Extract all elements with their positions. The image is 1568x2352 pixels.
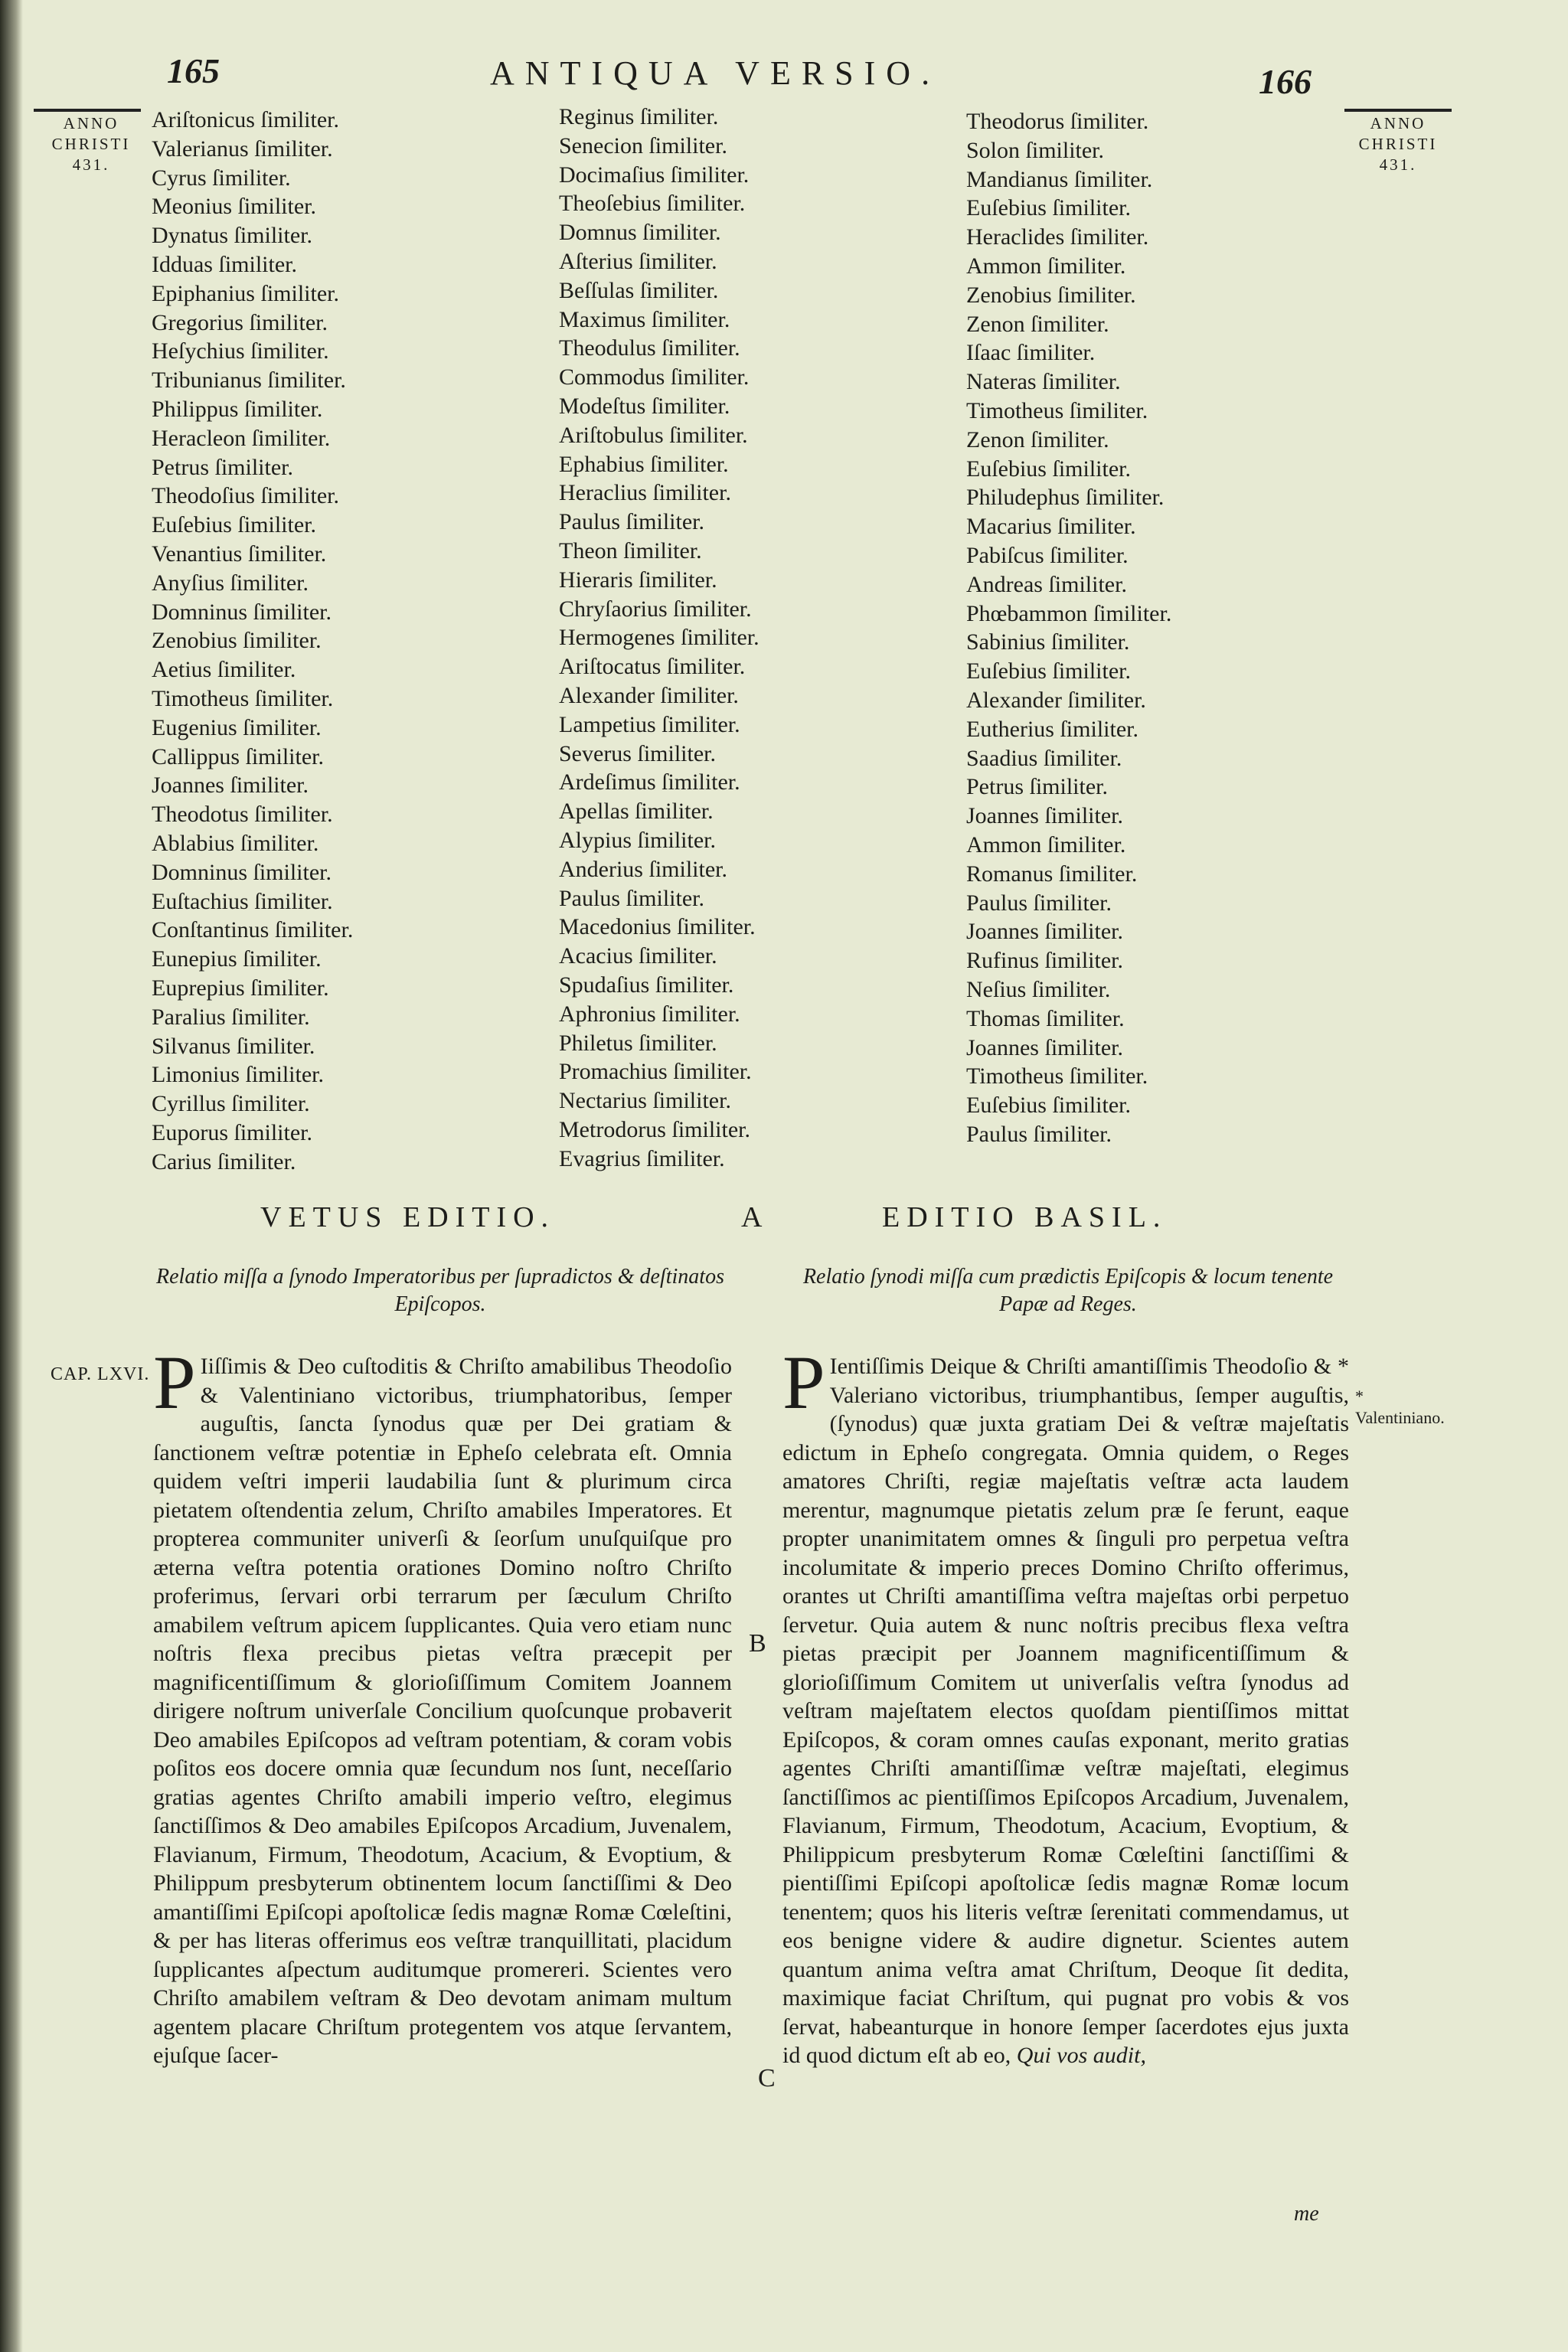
bishop-name-entry: Anderius ſimiliter. <box>559 856 727 882</box>
bishop-name-entry: Pabiſcus ſimiliter. <box>966 542 1129 568</box>
bishop-name-entry: Theodoſius ſimiliter. <box>152 483 339 509</box>
scripture-quote: Qui vos audit, <box>1016 2043 1146 2068</box>
bishop-name-entry: Euſebius ſimiliter. <box>152 512 316 538</box>
bishop-name-entry: Lampetius ſimiliter. <box>559 711 740 737</box>
bishop-name-entry: Philetus ſimiliter. <box>559 1030 717 1056</box>
bishop-name-entry: Petrus ſimiliter. <box>966 774 1108 800</box>
christi-word: CHRISTI <box>1358 135 1438 153</box>
bishop-name-entry: Timotheus ſimiliter. <box>966 397 1148 423</box>
bishop-name-entry: Ariſtobulus ſimiliter. <box>559 422 748 448</box>
bishop-name-entry: Solon ſimiliter. <box>966 137 1105 163</box>
bishop-name-entry: Euſebius ſimiliter. <box>966 195 1131 221</box>
bishop-name-entry: Domninus ſimiliter. <box>152 859 332 885</box>
anno-word: ANNO <box>63 114 119 132</box>
anno-christi-right <box>1344 109 1452 175</box>
bishop-name-entry: Sabinius ſimiliter. <box>966 629 1130 655</box>
dropcap-left: P <box>153 1340 196 1425</box>
bishop-name-entry: Venantius ſimiliter. <box>152 541 327 567</box>
anno-word: ANNO <box>1370 114 1426 132</box>
bishop-name-entry: Ammon ſimiliter. <box>966 253 1126 279</box>
bishop-name-entry: Joannes ſimiliter. <box>966 803 1123 829</box>
running-title: ANTIQUA VERSIO. <box>490 54 941 92</box>
bishop-name-entry: Zenon ſimiliter. <box>966 311 1109 337</box>
bishop-name-entry: Ephabius ſimiliter. <box>559 451 729 477</box>
bishop-name-entry: Euſebius ſimiliter. <box>966 1093 1131 1119</box>
bishop-name-entry: Mandianus ſimiliter. <box>966 166 1153 192</box>
bishop-name-entry: Theodorus ſimiliter. <box>966 109 1149 134</box>
bishop-name-entry: Philudephus ſimiliter. <box>966 485 1165 511</box>
bishop-name-entry: Euſtachius ſimiliter. <box>152 888 333 914</box>
bishop-name-entry: Zenon ſimiliter. <box>966 426 1109 452</box>
christi-word: CHRISTI <box>51 135 131 153</box>
bishop-name-entry: Chryſaorius ſimiliter. <box>559 596 752 622</box>
bishop-name-entry: Zenobius ſimiliter. <box>152 628 322 654</box>
column-marker-a: A <box>741 1201 769 1233</box>
bishop-name-entry: Commodus ſimiliter. <box>559 364 750 390</box>
right-column-text <box>782 1340 1349 2070</box>
bishop-name-entry: Maximus ſimiliter. <box>559 306 730 332</box>
bishop-name-entry: Philippus ſimiliter. <box>152 396 323 422</box>
bishop-name-entry: Saadius ſimiliter. <box>966 745 1122 771</box>
bishop-name-entry: Silvanus ſimiliter. <box>152 1033 315 1059</box>
bishop-name-entry: Theodotus ſimiliter. <box>152 802 333 828</box>
bishop-name-entry: Gregorius ſimiliter. <box>152 309 328 335</box>
bishop-name-entry: Nectarius ſimiliter. <box>559 1088 731 1114</box>
bishop-name-entry: Paulus ſimiliter. <box>559 509 705 535</box>
bishop-name-entry: Callippus ſimiliter. <box>152 743 324 769</box>
bishop-name-entry: Spudaſius ſimiliter. <box>559 972 734 998</box>
bishop-name-entry: Timotheus ſimiliter. <box>152 685 334 711</box>
chapter-label: CAP. LXVI. <box>51 1364 150 1384</box>
left-text-opening: Iiſſimis & Deo cuſtoditis & Chriſto amabilibus Theodoſio & Valentiniano victoribus, <box>200 1354 732 1408</box>
bishop-name-entry: Paralius ſimiliter. <box>152 1004 310 1030</box>
bishop-name-entry: Meonius ſimiliter. <box>152 194 316 220</box>
bishop-name-entry: Valerianus ſimiliter. <box>152 136 333 162</box>
marginal-note-valentiniano: * Valentiniano. <box>1355 1387 1445 1427</box>
year-number: 431. <box>1379 155 1417 174</box>
bishop-name-entry: Anyſius ſimiliter. <box>152 570 309 596</box>
bishop-name-entry: Metrodorus ſimiliter. <box>559 1116 750 1142</box>
bishop-name-entry: Dynatus ſimiliter. <box>152 223 312 249</box>
bishop-name-entry: Theon ſimiliter. <box>559 537 702 564</box>
bishop-name-entry: Eunepius ſimiliter. <box>152 946 322 972</box>
bishop-name-entry: Joannes ſimiliter. <box>152 773 309 799</box>
right-text-opening: Ientiſſimis Deique & Chriſti amantiſſimis Theodoſio & * Valeriano victoribus, triumphantibus, ſemper auguſtis, (ſynodus) quæ juxta gratiam Dei & veſtræ majeſtatis edictum in Epheſo congregata. <box>782 1354 1349 1465</box>
bishop-name-entry: Joannes ſimiliter. <box>966 919 1123 945</box>
bishop-name-entry: Timotheus ſimiliter. <box>966 1063 1148 1089</box>
bishop-name-entry: Eutherius ſimiliter. <box>966 716 1138 742</box>
bishop-name-entry: Senecion ſimiliter. <box>559 132 727 158</box>
bishop-name-entry: Modeſtus ſimiliter. <box>559 393 730 419</box>
book-gutter-shadow <box>0 0 23 2352</box>
left-text-body: triumphatoribus, ſemper auguſtis, ſancta ſynodus quæ per Dei gratiam & ſanctionem veſtræ potentiæ in Epheſo celebrata eſt. Omnia quidem veſtri imperii laudabilia ſunt & plurimum circa pietatem oſtendentia zelum, Chriſto amabiles Imperatores. Et propterea communiter univerſi & ſeorſum unuſquiſque pro æterna veſtra potentia orationes Domino noſtro Chriſto proferimus, ſervari orbi terrarum per ſæculum Chriſto amabilem veſtrum apicem ſupplicantes. Quia vero etiam nunc noſtris flexa precibus pietas veſtra præcepit per magnificentiſſimum & glorioſiſſimum Comitem Joannem dirigere noſtrum univerſale Concilium quoſcunque probaverit Deo amabiles Epiſcopos ad veſtram potentiam, & coram vobis poſitos eos docere omnia quæ ſecundum nos ſunt, neceſſario gratias agentes Chriſto amabili imperio veſtro, elegimus ſanctiſſimos & Deo amabiles Epiſcopos Arcadium, Juvenalem, Flavianum, Firmum, Theodotum, Acacium, & Evoptium, & Philippum presbyterum obtinentem locum ſanctiſſimi & Deo amantiſſimi Epiſcopi apoſtolicæ ſedis magnæ Romæ Cœleſtini, & per has literas offerimus eos veſtræ tranquillitati, placidum ſupplicantes aſpectum auditumque promereri. Scientes vero Chriſto amabilem veſtram & Deo devotam animam multum agentem placare Chriſtum protegentem vos atque ſervantem, ejuſque ſacer- <box>153 1382 733 2068</box>
column-marker-b: B <box>749 1629 766 1658</box>
editio-basil-heading: EDITIO BASIL. <box>882 1201 1168 1233</box>
relatio-right: Relatio ſynodi miſſa cum prædictis Epiſcopis & locum tenente Papæ ad Reges. <box>802 1265 1334 1316</box>
bishop-name-entry: Heſychius ſimiliter. <box>152 338 329 364</box>
bishop-name-entry: Severus ſimiliter. <box>559 740 716 766</box>
bishop-name-entry: Reginus ſimiliter. <box>559 104 719 129</box>
bishop-name-entry: Alexander ſimiliter. <box>966 687 1146 713</box>
bishop-name-entry: Ammon ſimiliter. <box>966 831 1126 858</box>
left-column-text <box>153 1340 733 2070</box>
bishop-name-entry: Carius ſimiliter. <box>152 1148 296 1174</box>
bishop-name-entry: Tribunianus ſimiliter. <box>152 368 346 394</box>
bishop-name-entry: Theoſebius ſimiliter. <box>559 191 746 217</box>
bishop-name-entry: Docimaſius ſimiliter. <box>559 162 750 188</box>
bishop-name-entry: Aphronius ſimiliter. <box>559 1001 740 1027</box>
bishop-name-entry: Domnus ſimiliter. <box>559 220 721 246</box>
bishop-name-entry: Beſſulas ſimiliter. <box>559 277 719 303</box>
anno-christi-left <box>34 109 149 175</box>
catchword: me <box>1294 2202 1319 2226</box>
bishop-name-entry: Promachius ſimiliter. <box>559 1059 752 1085</box>
bishop-name-entry: Evagrius ſimiliter. <box>559 1145 725 1171</box>
bishop-name-entry: Ariſtonicus ſimiliter. <box>152 107 339 132</box>
bishop-name-entry: Aetius ſimiliter. <box>152 657 296 683</box>
bishop-name-entry: Alypius ſimiliter. <box>559 827 717 853</box>
bishop-name-entry: Euprepius ſimiliter. <box>152 975 329 1001</box>
column-marker-c: C <box>758 2064 776 2092</box>
bishop-name-entry: Zenobius ſimiliter. <box>966 282 1136 308</box>
bishop-name-entry: Joannes ſimiliter. <box>966 1034 1123 1060</box>
bishop-name-entry: Petrus ſimiliter. <box>152 454 293 480</box>
bishop-name-entry: Aſterius ſimiliter. <box>559 248 717 274</box>
anno-rule-left <box>34 109 141 112</box>
bishop-name-entry: Epiphanius ſimiliter. <box>152 280 339 306</box>
bishop-name-entry: Heraclides ſimiliter. <box>966 224 1149 250</box>
bishop-name-entry: Cyrus ſimiliter. <box>152 165 291 191</box>
bishop-name-entry: Andreas ſimiliter. <box>966 571 1127 597</box>
dropcap-right: P <box>782 1340 825 1425</box>
bishop-list-column-2 <box>559 103 760 1173</box>
bishop-name-entry: Paulus ſimiliter. <box>559 885 705 911</box>
bishop-list-column-3 <box>966 107 1171 1149</box>
year-number: 431. <box>72 155 110 174</box>
bishop-name-entry: Eugenius ſimiliter. <box>152 714 322 740</box>
bishop-list-column-1 <box>152 106 353 1176</box>
bishop-name-entry: Rufinus ſimiliter. <box>966 948 1124 974</box>
page-number-left: 165 <box>167 51 220 90</box>
bishop-name-entry: Euſebius ſimiliter. <box>966 456 1131 482</box>
bishop-name-entry: Iſaac ſimiliter. <box>966 340 1096 366</box>
bishop-name-entry: Thomas ſimiliter. <box>966 1005 1125 1031</box>
bishop-name-entry: Theodulus ſimiliter. <box>559 335 740 361</box>
bishop-name-entry: Cyrillus ſimiliter. <box>152 1091 310 1117</box>
bishop-name-entry: Macedonius ſimiliter. <box>559 914 756 940</box>
bishop-name-entry: Phœbammon ſimiliter. <box>966 600 1172 626</box>
bishop-name-entry: Romanus ſimiliter. <box>966 861 1138 887</box>
bishop-name-entry: Heraclius ſimiliter. <box>559 480 731 506</box>
right-text-body: Omnia quidem, o Reges amatores Chriſti, regiæ majeſtatis veſtræ acta laudem merentur, magnumque pietatis zelum præ ſe ferunt, eaque propter unanimitatem omnes & ſinguli pro perpetua veſtra incolumitate & imperio preces Domino Chriſto offerimus, orantes ut Chriſti amantiſſima veſtra majeſtas orbi perpetuo ſervetur. Quia autem & nunc noſtris precibus flexa veſtra pietas præcipit per Joannem magnificentiſſimum & glorioſiſſimum Comitem ut univerſalis veſtra ſynodus ad veſtram majeſtatem electos quoſdam pientiſſimos mittat Epiſcopos, & coram omnes cauſas exponant, merito gratias agentes Chriſti amantiſſimæ veſtræ majeſtati, elegimus ſanctiſſimos ac pientiſſimos Epiſcopos Arcadium, Juvenalem, Flavianum, Firmum, Theodotum, Acacium, Evoptium, & Philippicum presbyterum Romæ Cœleſtini ſanctiſſimi & pientiſſimi Epiſcopi apoſtolicæ ſedis magnæ Romæ locum tenentem; quos his literis veſtræ ſerenitati commendamus, ut eos benigne videre & audire dignetur. Scientes autem quantum anima veſtra amat Chriſtum, Deoque ſit dedita, maximique faciat Chriſtum, qui pugnat pro vobis & vos ſervat, habeanturque in honore ſemper ſacerdotes ejus juxta id quod dictum eſt ab eo, <box>782 1439 1349 2068</box>
bishop-name-entry: Domninus ſimiliter. <box>152 599 332 625</box>
bishop-name-entry: Nateras ſimiliter. <box>966 369 1121 395</box>
bishop-name-entry: Paulus ſimiliter. <box>966 1121 1112 1147</box>
bishop-name-entry: Paulus ſimiliter. <box>966 890 1112 916</box>
bishop-name-entry: Conſtantinus ſimiliter. <box>152 917 354 943</box>
bishop-name-entry: Macarius ſimiliter. <box>966 514 1136 540</box>
bishop-name-entry: Euporus ſimiliter. <box>152 1119 312 1145</box>
bishop-name-entry: Idduas ſimiliter. <box>152 251 297 277</box>
bishop-name-entry: Ariſtocatus ſimiliter. <box>559 654 746 680</box>
bishop-name-entry: Acacius ſimiliter. <box>559 943 717 969</box>
bishop-name-entry: Heracleon ſimiliter. <box>152 425 331 451</box>
bishop-name-entry: Neſius ſimiliter. <box>966 976 1111 1002</box>
bishop-name-entry: Euſebius ſimiliter. <box>966 658 1131 684</box>
bishop-name-entry: Ardeſimus ſimiliter. <box>559 769 740 795</box>
bishop-name-entry: Hieraris ſimiliter. <box>559 567 717 593</box>
page-number-right: 166 <box>1259 62 1312 101</box>
anno-rule-right <box>1344 109 1452 112</box>
bishop-name-entry: Hermogenes ſimiliter. <box>559 625 760 651</box>
bishop-name-entry: Limonius ſimiliter. <box>152 1062 324 1088</box>
bishop-name-entry: Ablabius ſimiliter. <box>152 830 319 856</box>
bishop-name-entry: Alexander ſimiliter. <box>559 682 739 708</box>
vetus-editio-heading: VETUS EDITIO. <box>260 1201 556 1233</box>
bishop-name-entry: Apellas ſimiliter. <box>559 799 714 825</box>
relatio-left: Relatio miſſa a ſynodo Imperatoribus per ſupradictos & deſtinatos Epiſcopos. <box>156 1265 724 1316</box>
